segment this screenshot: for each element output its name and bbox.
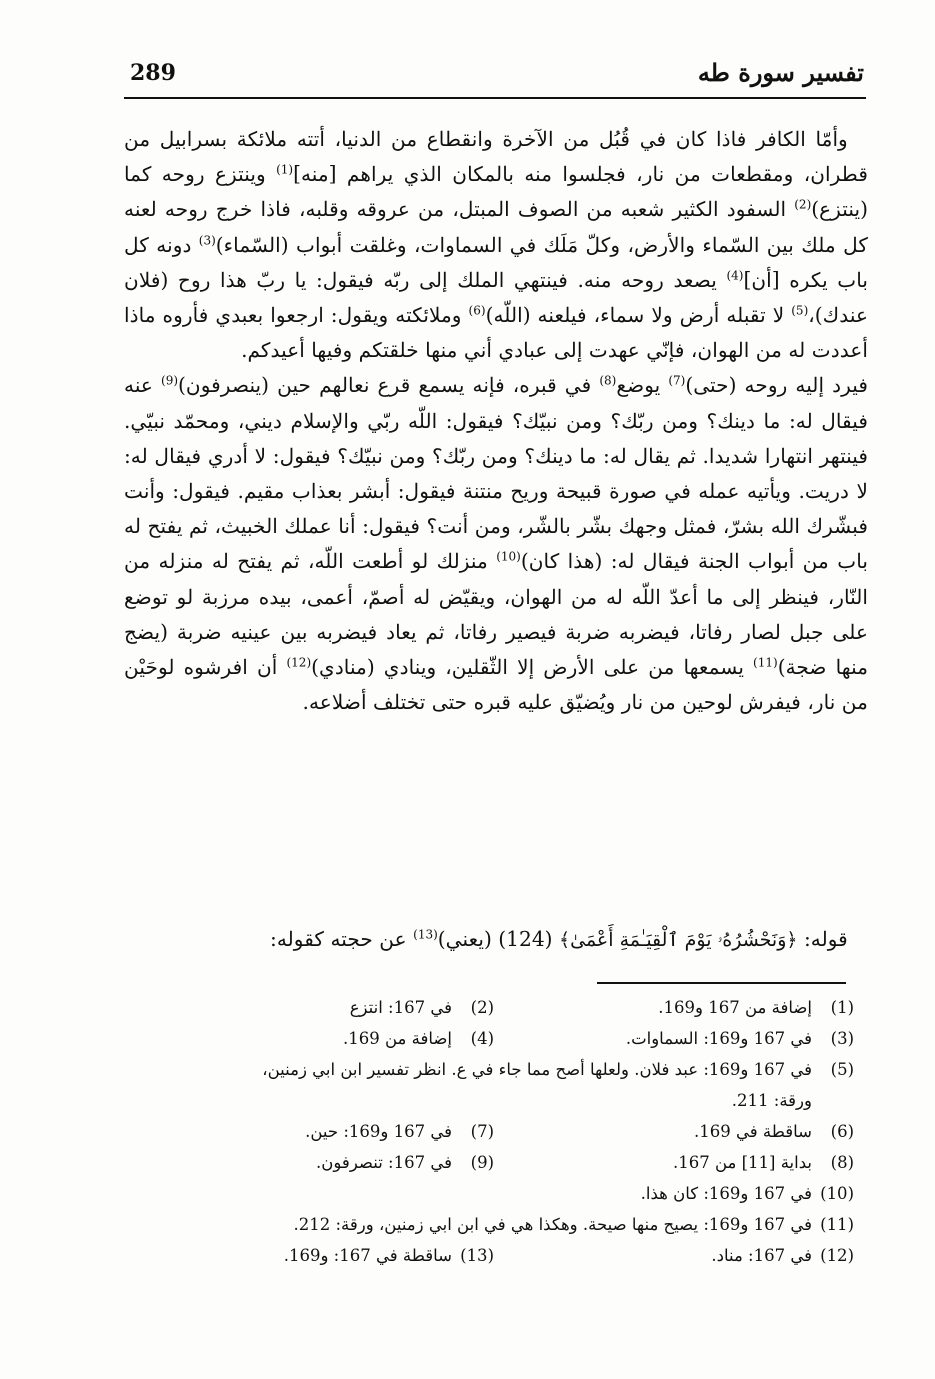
footnote-3 — [626, 1023, 854, 1054]
text-run: عنه فيقال له: ما دينك؟ ومن ربّك؟ ومن نبيّك؟ فيقول: اللّه ربّي والإسلام ديني، ومحمّد نبيّي. فينتهر انتهارا شديدا. ثم يقال له: ما دينك؟ ومن ربّك؟ ومن نبيّك؟ فيقول: لا أدري فيقال له: لا دريت. ويأتيه عمله في صورة قبيحة وريح منتنة فيقول: أبشر بعذاب مقيم. فيقول: وأنت فبشّرك الله بشرّ، فمثل وجهك بشّر بالشّر، ومن أنت؟ فيقول: أنا عملك الخبيث، ثم يفتح له باب من أبواب الجنة فيقال له: (هذا كان) — [124, 373, 868, 574]
footnote-number: (9) — [470, 1153, 494, 1172]
footnote-row — [124, 992, 854, 1023]
footnote-text: في 167 و169: حين. — [305, 1122, 452, 1141]
footnote-ref: (8) — [599, 373, 617, 388]
footnote-ref: (13) — [413, 927, 438, 942]
footnote-ref: (12) — [286, 655, 312, 670]
footnote-row — [124, 1178, 854, 1209]
text-run: يصعد روحه منه. فينتهي الملك إلى ربّه فيقول: يا ربّ هذا روح (فلان عندك)، — [124, 267, 869, 328]
footnote-number: (4) — [470, 1029, 494, 1048]
header-rule — [124, 97, 866, 99]
footnote-number: (6) — [830, 1122, 854, 1141]
footnote-number: (8) — [830, 1153, 854, 1172]
footnote-2 — [350, 992, 494, 1023]
page-number: 289 — [130, 60, 176, 86]
text-run: منزلك لو أطعت اللّه، ثم يفتح له منزله من النّار، فينظر إلى ما أعدّ اللّه له من الهوان، ويقيّض له أصمّ، أعمى، بيده مرزبة لو توضع على جبل لصار رفاتا، فيضربه ضربة فيصير رفاتا، ثم يعاد فيضربه بين عينيه ضربة (يضج منها ضجة) — [124, 549, 869, 680]
paragraph-1 — [124, 122, 868, 368]
footnote-number: (2) — [470, 998, 494, 1017]
text-run: في قبره، فإنه يسمع قرع نعالهم حين (ينصرفون) — [178, 373, 600, 398]
footnote-number: (13) — [460, 1246, 494, 1265]
footnote-8 — [673, 1147, 854, 1178]
footnote-number: (1) — [830, 998, 854, 1017]
footnote-6 — [694, 1116, 854, 1147]
footnote-11 — [294, 1209, 855, 1240]
footnote-text: في 167: مناد. — [711, 1246, 812, 1265]
main-text — [124, 122, 868, 720]
footnote-text: في 167: انتزع — [349, 998, 452, 1017]
text-run: السفود الكثير شعبه من الصوف المبتل، من عروقه وقلبه، فاذا خرج روحه لعنه كل ملك بين السّماء والأرض، وكلّ مَلَك في السماوات، وغلقت أبواب (السّماء) — [124, 197, 868, 257]
verse-quote-line — [124, 922, 868, 957]
footnote-13 — [284, 1240, 494, 1271]
footnote-separator — [597, 982, 846, 984]
footnote-row — [124, 1116, 854, 1147]
footnote-12 — [711, 1240, 854, 1271]
text-run: قوله: — [797, 927, 848, 951]
footnote-ref: (6) — [468, 303, 486, 318]
text-run: وأمّا الكافر فاذا كان في قُبُل من الآخرة وانقطاع من الدنيا، أتته ملائكة بسرابيل من قطران، ومقطعات من نار، فجلسوا منه بالمكان الذي يراهم [منه] — [124, 127, 869, 187]
paragraph-2 — [124, 368, 868, 720]
footnote-5 — [124, 1054, 854, 1116]
footnote-9 — [316, 1147, 494, 1178]
text-run: فيرد إليه روحه (حتى) — [685, 373, 868, 398]
text-run: عن حجته كقوله: — [270, 927, 414, 951]
footnote-number: (12) — [820, 1246, 854, 1265]
footnote-ref: (1) — [276, 162, 294, 177]
footnote-10 — [641, 1178, 854, 1209]
footnote-1 — [658, 992, 854, 1023]
text-run: لا تقبله أرض ولا سماء، فيلعنه (اللّه) — [485, 303, 792, 328]
footnote-row — [124, 1147, 854, 1178]
footnote-7 — [305, 1116, 494, 1147]
footnote-text: في 167 و169: يصيح منها صيحة. وهكذا هي في ابن ابي زمنين، ورقة: 212. — [293, 1215, 812, 1234]
footnote-number: (5) — [830, 1060, 854, 1079]
text-run: وينتزع روحه كما (ينتزع) — [124, 162, 868, 222]
footnote-text: ساقطة في 169. — [693, 1122, 812, 1141]
page-header — [124, 58, 864, 98]
footnote-ref: (7) — [668, 373, 686, 388]
text-run: (124) (يعني) — [437, 927, 559, 951]
text-run: وملائكته ويقول: ارجعوا بعبدي فأروه ماذا أعددت له من الهوان، فإنّي عهدت إلى عبادي أني منها خلقتكم وفيها أعيدكم. — [124, 303, 868, 363]
footnote-row — [124, 1023, 854, 1054]
footnote-ref: (4) — [726, 268, 744, 283]
footnote-ref: (10) — [496, 549, 521, 564]
footnote-ref: (2) — [794, 197, 812, 212]
footnotes — [124, 992, 854, 1271]
text-run: يوضع — [616, 373, 669, 398]
footnote-text: في 167: تنصرفون. — [316, 1153, 452, 1172]
footnote-number: (10) — [820, 1184, 854, 1203]
text-run: يسمعها من على الأرض إلا الثّقلين، وينادي (منادي) — [311, 655, 754, 680]
footnote-row — [124, 1054, 854, 1116]
footnote-text: ساقطة في 167: و169. — [283, 1246, 452, 1265]
footnote-number: (7) — [470, 1122, 494, 1141]
footnote-text-continued: ورقة: 211. — [731, 1091, 812, 1110]
footnote-text: في 167 و169: السماوات. — [625, 1029, 812, 1048]
footnote-row — [124, 1209, 854, 1240]
footnote-ref: (11) — [753, 655, 778, 670]
footnote-ref: (3) — [198, 232, 216, 247]
footnote-text: إضافة من 169. — [343, 1029, 452, 1048]
footnote-number: (3) — [830, 1029, 854, 1048]
text-run: أن افرشوه لوحَيْن من نار، فيفرش لوحين من نار ويُضيّق عليه قبره حتى تختلف أضلاعه. — [124, 655, 868, 715]
footnote-text: إضافة من 167 و169. — [658, 998, 812, 1017]
footnote-text: في 167 و169: عبد فلان. ولعلها أصح مما جاء في ع. انظر تفسير ابن ابي زمنين، — [262, 1060, 812, 1079]
footnote-ref: (5) — [791, 303, 809, 318]
footnote-number: (11) — [820, 1215, 854, 1234]
footnote-4 — [343, 1023, 494, 1054]
footnote-row — [124, 1240, 854, 1271]
quran-verse: ﴿وَنَحْشُرُهُۥ يَوْمَ ٱلْقِيَـٰمَةِ أَعْمَىٰ﴾ — [558, 929, 798, 951]
footnote-text: في 167 و169: كان هذا. — [640, 1184, 812, 1203]
text-run: دونه كل باب يكره [أن] — [124, 232, 868, 292]
footnote-text: بداية [11] من 167. — [672, 1153, 812, 1172]
running-title: تفسير سورة طه — [697, 58, 864, 87]
footnote-ref: (9) — [161, 373, 179, 388]
